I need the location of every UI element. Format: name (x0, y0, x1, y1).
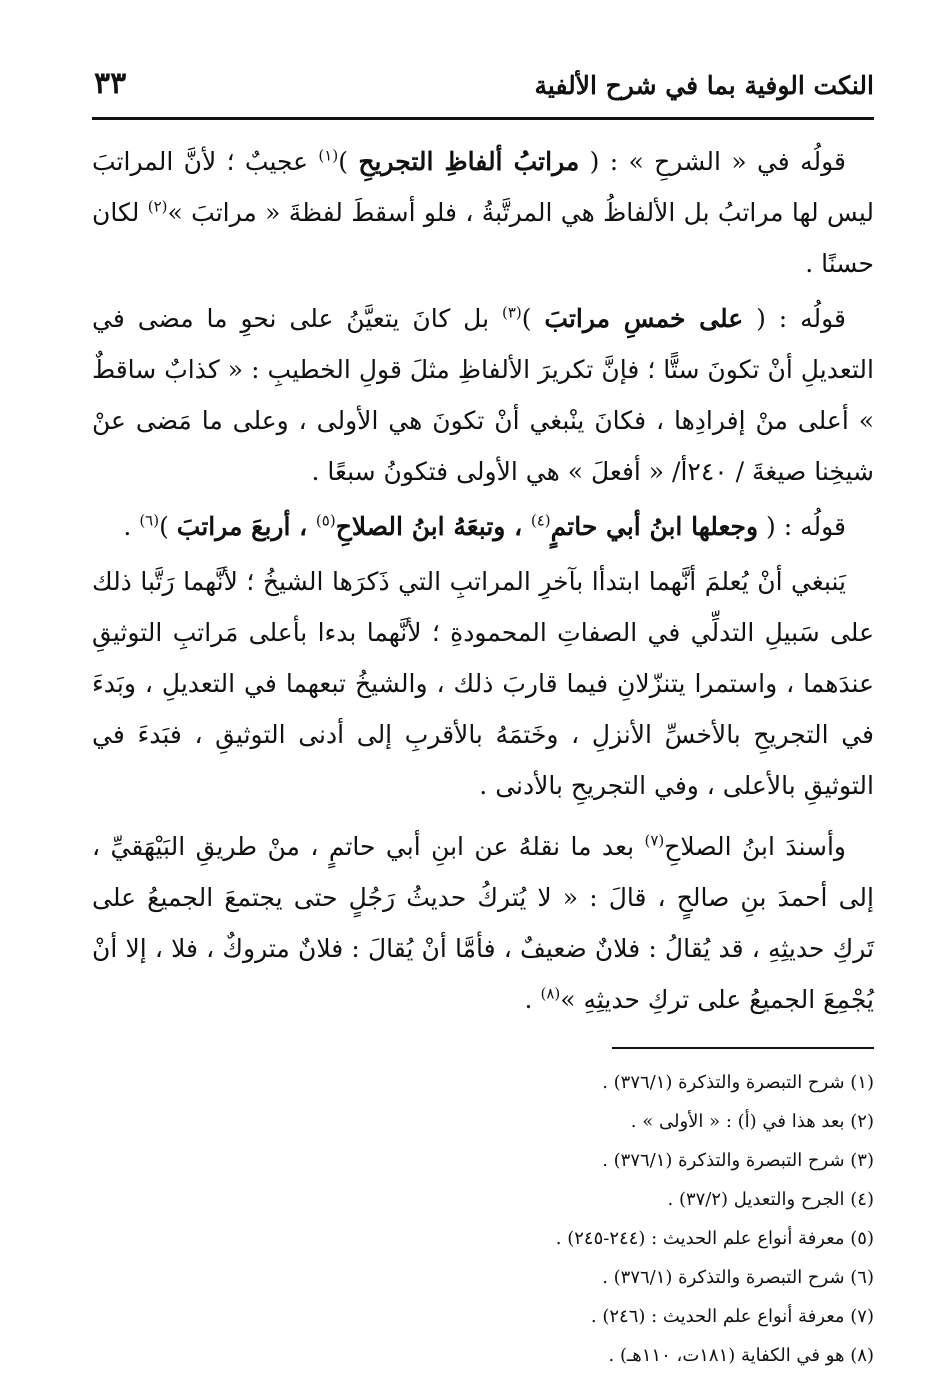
footnote-item: (٧) معرفة أنواع علم الحديث : (٢٤٦) . (590, 1306, 874, 1327)
main-text (92, 136, 874, 1025)
footnote-ref: (٦) (139, 511, 160, 530)
paragraph-text: يَنبغي أنْ يُعلمَ أنَّهما ابتدأا بآخرِ المراتبِ التي ذَكرَها الشيخُ ؛ لأنَّهما رَتَّبا ذلك على سَبيلِ التدلِّي في الصفاتِ المحمودةِ ؛ لأنَّهما بدءا بأعلى مَراتبِ التوثيقِ عندَهما ، واستمرا يتنزّلانِ فيما قاربَ ذلك ، والشيخُ تبعهما في التعديلِ ، وبَدءَ في التجريحِ بالأخسِّ الأنزلِ ، وخَتمَهُ بالأقربِ إلى أدنى التوثيقِ ، فبَدءَ في التوثيقِ بالأعلى ، وفي التجريحِ بالأدنى . (92, 567, 874, 800)
paragraph-text: . (524, 985, 541, 1014)
quoted-phrase: ، أربعَ مراتبَ (176, 512, 316, 541)
paragraph-lead: قولُه : ( (743, 304, 847, 333)
paragraph-1 (92, 136, 874, 289)
footnote-item: (٦) شرح التبصرة والتذكرة (٣٧٦/١) . (602, 1267, 874, 1288)
footnote-ref: (١) (318, 146, 339, 165)
footnote-ref: (٨) (540, 984, 561, 1003)
paragraph-lead: قولُه : ( (758, 512, 846, 541)
book-title: النكت الوفية بما في شرح الألفية (534, 71, 874, 100)
footnotes (92, 1063, 874, 1375)
paragraph-text: بعد ما نقلهُ عن ابنِ أبي حاتمٍ ، منْ طريقِ البَيْهَقيِّ ، إلى أحمدَ بنِ صالحٍ ، قالَ : « لا يُتركُ حديثُ رَجُلٍ حتى يجتمعَ الجميعُ على تَركِ حديثِهِ ، قد يُقالُ : فلانٌ ضعيفٌ ، فأمَّا أنْ يُقالَ : فلانٌ متروكٌ ، فلا ، إلا أنْ يُجْمِعَ الجميعُ على تركِ حديثِهِ » (92, 832, 874, 1014)
quoted-phrase: وجعلها ابنُ أبي حاتمٍ (550, 512, 759, 541)
footnote-ref: (٥) (315, 511, 336, 530)
quote-close: ) (338, 147, 359, 176)
footnote-item: (٣) شرح التبصرة والتذكرة (٣٧٦/١) . (602, 1150, 874, 1171)
footnote-item: (١) شرح التبصرة والتذكرة (٣٧٦/١) . (602, 1072, 874, 1093)
paragraph-lead: وأسندَ ابنُ الصلاحِ (664, 832, 846, 861)
footnote-ref: (٣) (501, 303, 522, 322)
paragraph-text: . (123, 512, 140, 541)
paragraph-2 (92, 293, 874, 497)
paragraph-5 (92, 821, 874, 1025)
footnote-item: (٥) معرفة أنواع علم الحديث : (٢٤٤-٢٤٥) . (555, 1228, 874, 1249)
paragraph-text: عجيبٌ ؛ لأنَّ المراتبَ ليس لها مراتبُ بل الألفاظُ هي المرتَّبةُ ، فلو أسقطَ لفظةَ « مراتبَ » (92, 147, 874, 227)
running-header (92, 60, 874, 118)
book-page (92, 60, 874, 1366)
quoted-phrase: ، وتبعَهُ ابنُ الصلاحِ (335, 512, 531, 541)
paragraph-text: بل كانَ يتعيَّنُ على نحوِ ما مضى في التعديلِ أنْ تكونَ ستًّا ؛ فإنَّ تكريرَ الألفاظِ مثلَ قولِ الخطيبِ : « كذابٌ ساقطٌ » أعلى منْ إفرادِها ، فكانَ ينْبغي أنْ تكونَ هي الأولى ، وعلى ما مَضى عنْ شيخِنا صيغةَ / ٢٤٠أ/ « أفعلَ » هي الأولى فتكونُ سبعًا . (92, 304, 874, 486)
quoted-phrase: مراتبُ ألفاظِ التجريحِ (358, 147, 580, 176)
paragraph-3 (92, 501, 874, 552)
page-number: ٣٣ (94, 66, 127, 101)
footnote-ref: (٤) (530, 511, 551, 530)
footnote-item: (٤) الجرح والتعديل (٣٧/٢) . (667, 1189, 874, 1210)
paragraph-4 (92, 556, 874, 811)
footnote-item: (٢) بعد هذا في (أ) : « الأولى » . (630, 1111, 874, 1132)
footnote-item: (٨) هو في الكفاية (١٨١ت، ١١٠هـ) . (608, 1345, 874, 1366)
footnote-ref: (٧) (644, 831, 665, 850)
quote-close: ) (521, 304, 545, 333)
quote-close: ) (159, 512, 177, 541)
quoted-phrase: على خمسِ مراتبَ (544, 304, 744, 333)
footnote-ref: (٢) (147, 197, 168, 216)
paragraph-lead: قولُه في « الشرحِ » : ( (579, 147, 846, 176)
paragraph-text: لكان حسنًا . (92, 198, 874, 278)
footnote-separator (612, 1047, 874, 1049)
header-rule (92, 117, 874, 120)
